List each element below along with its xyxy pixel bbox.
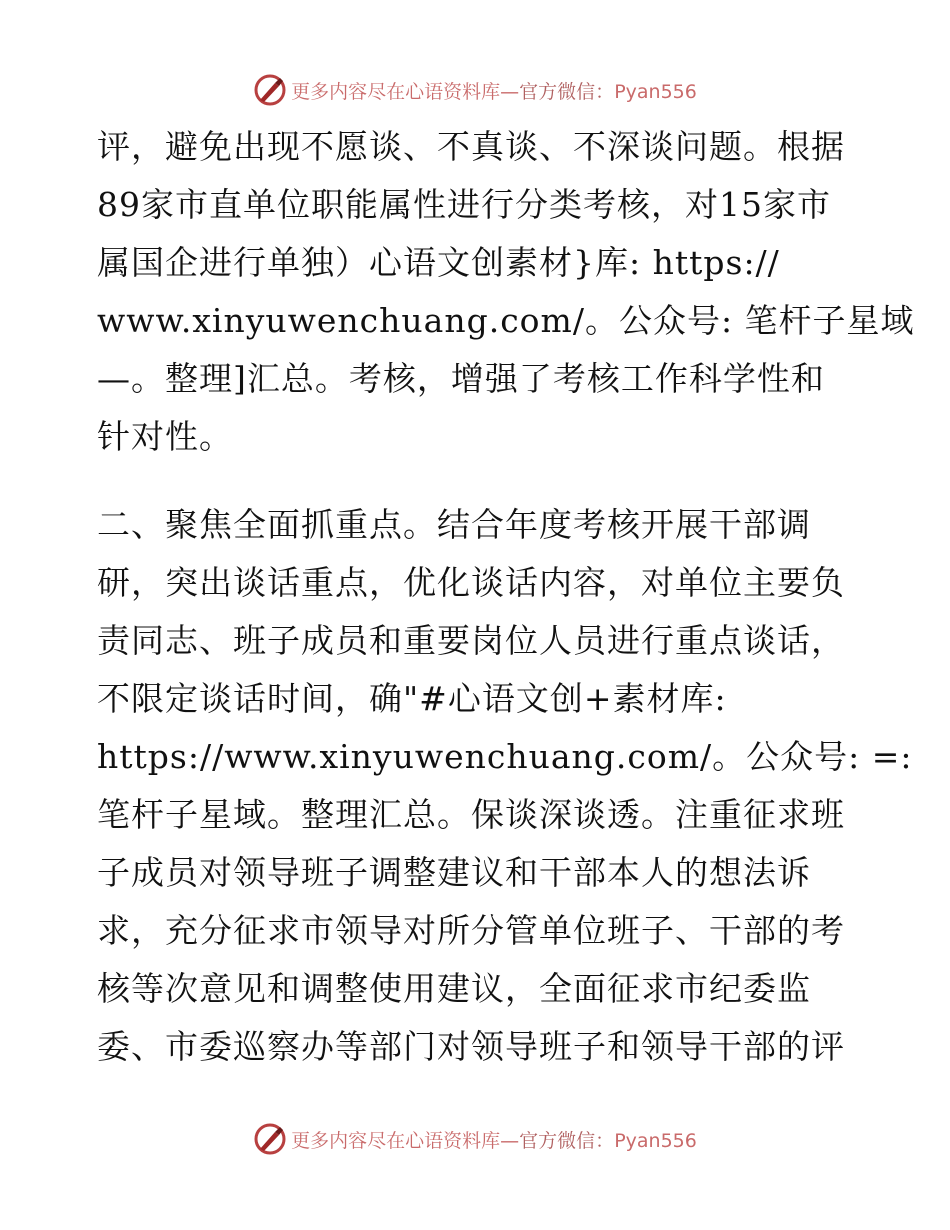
paragraph-2	[97, 496, 913, 1076]
banner-main-text: 更多内容尽在心语资料库	[291, 80, 501, 103]
pen-logo-icon	[253, 1122, 287, 1156]
text-line: 针对性。	[97, 417, 233, 456]
text-line: 子成员对领导班子调整建议和干部本人的想法诉	[97, 853, 811, 892]
text-line: 评，避免出现不愿谈、不真谈、不深谈问题。根据	[97, 127, 845, 166]
text-line: www.xinyuwenchuang.com/。公众号: 笔杆子星域	[97, 301, 915, 340]
text-line: 研，突出谈话重点，优化谈话内容，对单位主要负	[97, 563, 845, 602]
text-line: 核等次意见和调整使用建议，全面征求市纪委监	[97, 969, 811, 1008]
pen-logo-icon	[253, 73, 287, 107]
text-line: 笔杆子星域。整理汇总。保谈深谈透。注重征求班	[97, 795, 845, 834]
banner-main-text: 更多内容尽在心语资料库	[291, 1129, 501, 1152]
footer-banner	[0, 1119, 950, 1159]
text-line: 89家市直单位职能属性进行分类考核，对15家市	[97, 185, 831, 224]
text-line: 属国企进行单独）心语文创素材}库: https://	[97, 243, 780, 282]
text-line: 责同志、班子成员和重要岗位人员进行重点谈话，	[97, 621, 845, 660]
header-banner	[0, 70, 950, 110]
banner-official-label: 官方微信：	[519, 80, 615, 103]
text-line: 求，充分征求市领导对所分管单位班子、干部的考	[97, 911, 845, 950]
banner-wechat-id: Pyan556	[614, 1129, 697, 1152]
text-line: https://www.xinyuwenchuang.com/。公众号: =:	[97, 737, 913, 776]
text-line: 不限定谈话时间，确"#心语文创+素材库:	[97, 679, 727, 718]
text-line: —。整理]汇总。考核，增强了考核工作科学性和	[97, 359, 825, 398]
banner-dash: —	[500, 80, 520, 103]
document-body	[97, 118, 915, 1076]
banner-dash: —	[500, 1129, 520, 1152]
paragraph-gap	[97, 466, 857, 496]
paragraph-1	[97, 118, 915, 466]
text-line: 二、聚焦全面抓重点。结合年度考核开展干部调	[97, 505, 811, 544]
text-line: 委、市委巡察办等部门对领导班子和领导干部的评	[97, 1027, 845, 1066]
banner-official-label: 官方微信：	[519, 1129, 615, 1152]
banner-text	[291, 77, 697, 104]
banner-wechat-id: Pyan556	[614, 80, 697, 103]
banner-text	[291, 1126, 697, 1153]
